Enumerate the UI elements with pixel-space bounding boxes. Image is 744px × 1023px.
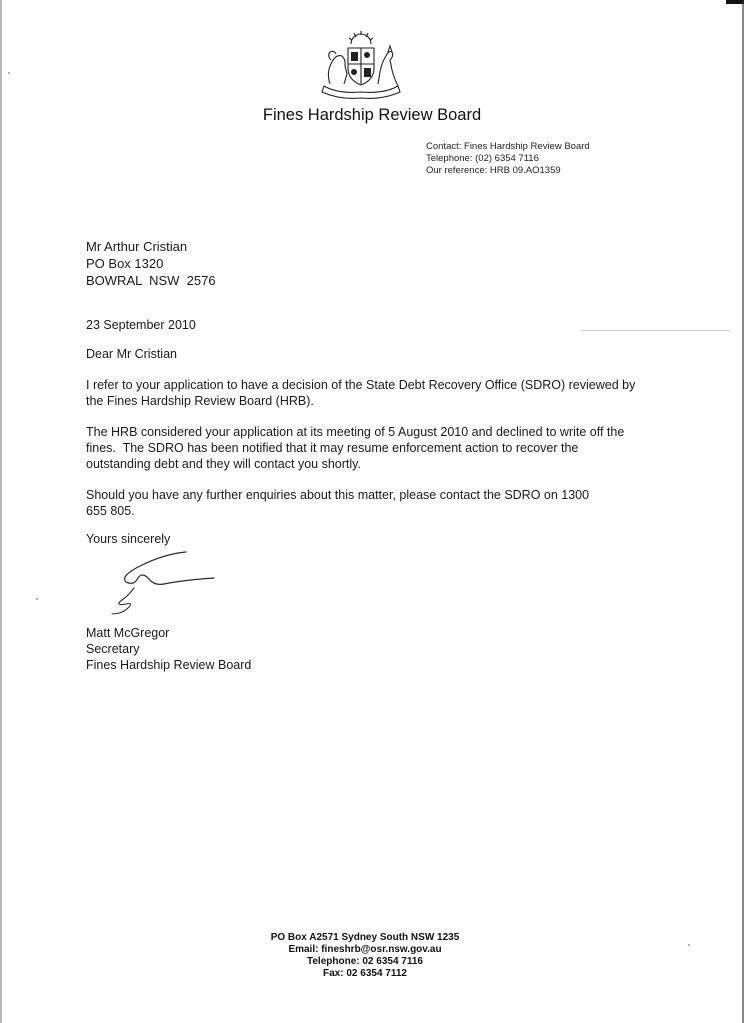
recipient-town: BOWRAL NSW 2576 — [86, 273, 216, 288]
scan-edge-left — [0, 0, 2, 1023]
recipient-name: Mr Arthur Cristian — [86, 239, 188, 254]
handwritten-signature-icon — [104, 548, 220, 618]
recipient-address — [86, 238, 216, 289]
scan-speck — [36, 598, 38, 600]
signatory-name: Matt McGregor — [86, 626, 170, 640]
paragraph-2: The HRB considered your application at its meeting of 5 August 2010 and declined to write off the fines. The SDRO has been notified that it may resume enforcement action to recover the outstanding debt and they will contact you shortly. — [86, 425, 628, 471]
scan-speck — [688, 944, 690, 946]
footer-address: PO Box A2571 Sydney South NSW 1235 — [270, 932, 460, 943]
signatory-block — [86, 625, 251, 673]
footer-fax: Fax: 02 6354 7112 — [323, 968, 407, 979]
nsw-coat-of-arms-icon — [318, 28, 404, 100]
footer-email: Email: fineshrb@osr.nsw.gov.au — [288, 944, 442, 955]
contact-reference: Our reference: HRB 09.AO1359 — [426, 165, 561, 176]
recipient-po-box: PO Box 1320 — [86, 256, 164, 271]
salutation: Dear Mr Cristian — [86, 347, 177, 361]
organisation-title: Fines Hardship Review Board — [262, 106, 482, 124]
contact-telephone: Telephone: (02) 6354 7116 — [426, 153, 539, 164]
paragraph-1: I refer to your application to have a decision of the State Debt Recovery Office (SDRO) reviewed by the Fines Hardship Review Board (HRB). — [86, 378, 636, 408]
scan-speck — [8, 72, 10, 74]
signatory-title: Secretary — [86, 642, 140, 656]
closing: Yours sincerely — [86, 532, 171, 546]
contact-name: Contact: Fines Hardship Review Board — [426, 141, 590, 152]
contact-block — [426, 141, 590, 177]
footer-contact — [0, 932, 730, 980]
letter-date: 23 September 2010 — [86, 318, 196, 332]
footer-telephone: Telephone: 02 6354 7116 — [307, 956, 423, 967]
signatory-organisation: Fines Hardship Review Board — [86, 658, 252, 672]
paragraph-3: Should you have any further enquiries about this matter, please contact the SDRO on 1300 655 805. — [86, 488, 590, 518]
